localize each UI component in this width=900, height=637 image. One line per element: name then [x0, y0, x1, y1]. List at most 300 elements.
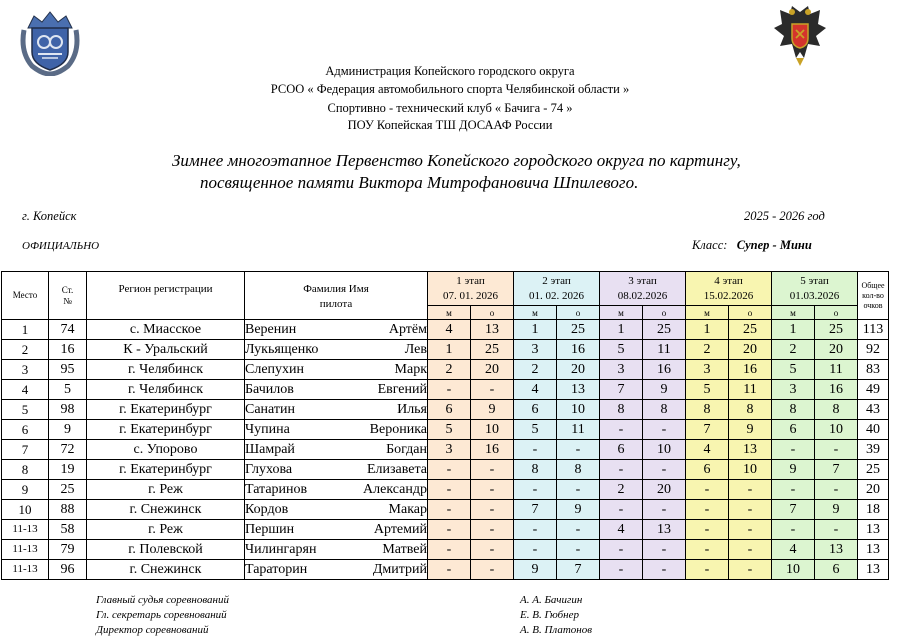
- pilot-name: [245, 480, 427, 499]
- stage-5-points-cell: 8: [815, 400, 858, 420]
- stage-4-place-cell: -: [686, 520, 729, 540]
- stage-1-place-cell: 5: [428, 420, 471, 440]
- pilot-first-name: Макар: [388, 502, 427, 517]
- stage-4-points-cell: 20: [729, 340, 772, 360]
- header-stage-1: [428, 272, 514, 306]
- number-cell: 72: [49, 440, 87, 460]
- stage-3-points-cell: 13: [643, 520, 686, 540]
- pilot-cell: [245, 400, 428, 420]
- stage-3-place-cell: 1: [600, 320, 643, 340]
- place-cell: 1: [2, 320, 49, 340]
- pilot-name: [245, 460, 427, 479]
- stage-2-points-cell: -: [557, 540, 600, 560]
- stage-4-place-cell: -: [686, 480, 729, 500]
- table-row: [2, 400, 889, 420]
- header-total-line2: кол-во: [862, 290, 884, 300]
- class-label: Класс:: [692, 238, 728, 252]
- place-cell: 10: [2, 500, 49, 520]
- stage-5-date: 01.03.2026: [789, 289, 840, 302]
- stage-2-place-cell: 3: [514, 340, 557, 360]
- pilot-name: [245, 560, 427, 579]
- sub-m: м: [514, 306, 557, 320]
- total-points-cell: 43: [858, 400, 889, 420]
- pilot-name: [245, 340, 427, 359]
- pilot-first-name: Богдан: [386, 442, 427, 457]
- stage-4-place-cell: -: [686, 500, 729, 520]
- stage-1-place-cell: -: [428, 460, 471, 480]
- stage-3-place-cell: -: [600, 500, 643, 520]
- city-label: г. Копейск: [22, 209, 77, 223]
- total-points-cell: 92: [858, 340, 889, 360]
- stage-1-place-cell: -: [428, 520, 471, 540]
- region-cell: г. Снежинск: [87, 560, 245, 580]
- total-points-cell: 25: [858, 460, 889, 480]
- stage-3-points-cell: 10: [643, 440, 686, 460]
- stage-1-place-cell: 1: [428, 340, 471, 360]
- pilot-cell: [245, 320, 428, 340]
- table-row: [2, 520, 889, 540]
- pilot-surname: Кордов: [245, 502, 289, 517]
- stage-5-place-cell: 7: [772, 500, 815, 520]
- number-cell: 19: [49, 460, 87, 480]
- stage-3-place-cell: 7: [600, 380, 643, 400]
- table-row: [2, 500, 889, 520]
- number-cell: 25: [49, 480, 87, 500]
- stage-2-points-cell: -: [557, 440, 600, 460]
- pilot-first-name: Вероника: [369, 422, 427, 437]
- total-points-cell: 13: [858, 560, 889, 580]
- place-cell: 5: [2, 400, 49, 420]
- pilot-cell: [245, 460, 428, 480]
- pilot-name: [245, 400, 427, 419]
- stage-3-points-cell: -: [643, 560, 686, 580]
- stage-5-points-cell: 25: [815, 320, 858, 340]
- stage-5-points-cell: -: [815, 520, 858, 540]
- pilot-surname: Першин: [245, 522, 295, 537]
- pilot-name: [245, 520, 427, 539]
- stage-3-name: 3 этап: [628, 274, 657, 287]
- header-total: [858, 272, 889, 320]
- pilot-name: [245, 500, 427, 519]
- total-points-cell: 49: [858, 380, 889, 400]
- number-cell: 74: [49, 320, 87, 340]
- stage-1-points-cell: 10: [471, 420, 514, 440]
- stage-1-place-cell: 4: [428, 320, 471, 340]
- stage-4-points-cell: 25: [729, 320, 772, 340]
- pilot-first-name: Дмитрий: [372, 562, 427, 577]
- pilot-name: [245, 420, 427, 439]
- stage-4-points-cell: 13: [729, 440, 772, 460]
- place-cell: 9: [2, 480, 49, 500]
- pilot-cell: [245, 420, 428, 440]
- place-cell: 6: [2, 420, 49, 440]
- number-cell: 79: [49, 540, 87, 560]
- region-cell: г. Екатеринбург: [87, 460, 245, 480]
- stage-4-points-cell: 10: [729, 460, 772, 480]
- stage-5-place-cell: 10: [772, 560, 815, 580]
- pilot-cell: [245, 520, 428, 540]
- pilot-surname: Глухова: [245, 462, 293, 477]
- header-total-line3: очков: [863, 300, 883, 310]
- place-cell: 7: [2, 440, 49, 460]
- table-row: [2, 540, 889, 560]
- stage-2-points-cell: 16: [557, 340, 600, 360]
- header-pilot-line1: Фамилия Имя: [303, 283, 369, 295]
- header-number-line2: №: [63, 295, 72, 306]
- stage-4-points-cell: -: [729, 500, 772, 520]
- pilot-surname: Татаринов: [245, 482, 308, 497]
- stage-5-place-cell: -: [772, 480, 815, 500]
- stage-4-points-cell: 9: [729, 420, 772, 440]
- season-label: 2025 - 2026 год: [744, 209, 825, 223]
- stage-2-place-cell: -: [514, 540, 557, 560]
- pilot-cell: [245, 540, 428, 560]
- header-stage-3: [600, 272, 686, 306]
- stage-2-points-cell: 10: [557, 400, 600, 420]
- stage-3-place-cell: -: [600, 560, 643, 580]
- stage-4-place-cell: 1: [686, 320, 729, 340]
- stage-5-name: 5 этап: [800, 274, 829, 287]
- stage-3-place-cell: 8: [600, 400, 643, 420]
- place-cell: 11-13: [2, 520, 49, 540]
- stage-1-place-cell: -: [428, 540, 471, 560]
- stage-4-place-cell: 6: [686, 460, 729, 480]
- stage-1-points-cell: -: [471, 480, 514, 500]
- stage-5-points-cell: 20: [815, 340, 858, 360]
- stage-5-points-cell: -: [815, 480, 858, 500]
- stage-1-points-cell: 25: [471, 340, 514, 360]
- stage-2-name: 2 этап: [542, 274, 571, 287]
- number-cell: 96: [49, 560, 87, 580]
- number-cell: 16: [49, 340, 87, 360]
- stage-2-points-cell: 8: [557, 460, 600, 480]
- stage-1-points-cell: 13: [471, 320, 514, 340]
- number-cell: 5: [49, 380, 87, 400]
- region-cell: г. Полевской: [87, 540, 245, 560]
- table-row: [2, 380, 889, 400]
- region-cell: с. Упорово: [87, 440, 245, 460]
- stage-5-points-cell: 7: [815, 460, 858, 480]
- sub-m: м: [772, 306, 815, 320]
- pilot-first-name: Марк: [394, 362, 427, 377]
- stage-4-points-cell: 16: [729, 360, 772, 380]
- stage-3-date: 08.02.2026: [617, 289, 668, 302]
- pilot-name: [245, 540, 427, 559]
- stage-5-points-cell: 16: [815, 380, 858, 400]
- stage-1-points-cell: 20: [471, 360, 514, 380]
- pilot-first-name: Илья: [397, 402, 427, 417]
- sub-o: о: [471, 306, 514, 320]
- stage-1-place-cell: -: [428, 480, 471, 500]
- stage-2-place-cell: 8: [514, 460, 557, 480]
- stage-1-place-cell: -: [428, 560, 471, 580]
- stage-2-place-cell: 6: [514, 400, 557, 420]
- stage-5-place-cell: 1: [772, 320, 815, 340]
- pilot-cell: [245, 380, 428, 400]
- pilot-first-name: Матвей: [382, 542, 427, 557]
- stage-4-place-cell: -: [686, 560, 729, 580]
- stage-1-points-cell: -: [471, 540, 514, 560]
- stage-3-points-cell: 11: [643, 340, 686, 360]
- pilot-surname: Чупина: [245, 422, 290, 437]
- stage-3-points-cell: -: [643, 500, 686, 520]
- stage-2-points-cell: 11: [557, 420, 600, 440]
- stage-1-place-cell: -: [428, 380, 471, 400]
- stage-4-points-cell: 8: [729, 400, 772, 420]
- stage-2-place-cell: -: [514, 480, 557, 500]
- stage-3-place-cell: 2: [600, 480, 643, 500]
- stage-2-place-cell: 9: [514, 560, 557, 580]
- stage-1-points-cell: -: [471, 560, 514, 580]
- stage-2-points-cell: 20: [557, 360, 600, 380]
- stage-3-place-cell: 3: [600, 360, 643, 380]
- stage-4-place-cell: 2: [686, 340, 729, 360]
- stage-3-points-cell: 16: [643, 360, 686, 380]
- stage-5-place-cell: 3: [772, 380, 815, 400]
- header-stage-5: [772, 272, 858, 306]
- stage-2-place-cell: 4: [514, 380, 557, 400]
- table-row: [2, 420, 889, 440]
- org-line-4: ПОУ Копейская ТШ ДОСААФ России: [347, 118, 553, 132]
- header-pilot-line2: пилота: [319, 298, 353, 310]
- stage-1-points-cell: -: [471, 500, 514, 520]
- stage-3-points-cell: -: [643, 420, 686, 440]
- pilot-cell: [245, 440, 428, 460]
- stage-2-points-cell: 13: [557, 380, 600, 400]
- stage-4-place-cell: 3: [686, 360, 729, 380]
- total-points-cell: 20: [858, 480, 889, 500]
- stage-2-place-cell: -: [514, 520, 557, 540]
- stage-5-place-cell: -: [772, 440, 815, 460]
- table-row: [2, 320, 889, 340]
- region-cell: г. Екатеринбург: [87, 420, 245, 440]
- region-cell: г. Реж: [87, 480, 245, 500]
- stage-5-place-cell: 9: [772, 460, 815, 480]
- header-stage-2: [514, 272, 600, 306]
- region-cell: г. Челябинск: [87, 380, 245, 400]
- signature-role-2: Гл. секретарь соревнований: [96, 609, 227, 621]
- header-stage-4: [686, 272, 772, 306]
- stage-4-points-cell: 11: [729, 380, 772, 400]
- region-cell: г. Снежинск: [87, 500, 245, 520]
- page-title-line-1: Зимнее многоэтапное Первенство Копейского городского округа по картингу,: [172, 151, 741, 170]
- stage-2-date: 01. 02. 2026: [529, 289, 584, 302]
- stage-5-place-cell: 8: [772, 400, 815, 420]
- stage-5-points-cell: 6: [815, 560, 858, 580]
- page-title-line-2: посвященное памяти Виктора Митрофановича Шпилевого.: [200, 173, 639, 192]
- pilot-name: [245, 440, 427, 459]
- sub-m: м: [428, 306, 471, 320]
- stage-1-points-cell: -: [471, 520, 514, 540]
- header-region: Регион регистрации: [87, 272, 245, 320]
- stage-4-points-cell: -: [729, 520, 772, 540]
- table-row: [2, 560, 889, 580]
- results-table: [1, 271, 889, 580]
- number-cell: 98: [49, 400, 87, 420]
- pilot-cell: [245, 500, 428, 520]
- place-cell: 4: [2, 380, 49, 400]
- pilot-surname: Чилингарян: [245, 542, 317, 557]
- stage-4-date: 15.02.2026: [703, 289, 754, 302]
- header-total-line1: Общее: [861, 280, 885, 290]
- stage-2-place-cell: -: [514, 440, 557, 460]
- stage-1-place-cell: -: [428, 500, 471, 520]
- number-cell: 9: [49, 420, 87, 440]
- total-points-cell: 18: [858, 500, 889, 520]
- stage-1-points-cell: -: [471, 460, 514, 480]
- table-row: [2, 480, 889, 500]
- table-row: [2, 340, 889, 360]
- place-cell: 8: [2, 460, 49, 480]
- stage-2-place-cell: 5: [514, 420, 557, 440]
- dosaaf-eagle-emblem-icon: [770, 2, 830, 68]
- stage-2-points-cell: -: [557, 520, 600, 540]
- stage-5-place-cell: 6: [772, 420, 815, 440]
- stage-5-place-cell: 5: [772, 360, 815, 380]
- region-cell: г. Челябинск: [87, 360, 245, 380]
- stage-2-points-cell: 25: [557, 320, 600, 340]
- stage-5-points-cell: 11: [815, 360, 858, 380]
- pilot-cell: [245, 560, 428, 580]
- stage-4-place-cell: 5: [686, 380, 729, 400]
- pilot-name: [245, 320, 427, 339]
- stage-4-place-cell: -: [686, 540, 729, 560]
- stage-4-points-cell: -: [729, 560, 772, 580]
- total-points-cell: 13: [858, 540, 889, 560]
- pilot-first-name: Александр: [363, 482, 427, 497]
- sub-o: о: [815, 306, 858, 320]
- stage-4-place-cell: 8: [686, 400, 729, 420]
- sub-o: о: [729, 306, 772, 320]
- stage-4-points-cell: -: [729, 480, 772, 500]
- stage-5-points-cell: 9: [815, 500, 858, 520]
- header-pilot: [245, 272, 428, 320]
- signature-role-1: Главный судья соревнований: [96, 594, 230, 606]
- place-cell: 2: [2, 340, 49, 360]
- stage-2-place-cell: 7: [514, 500, 557, 520]
- total-points-cell: 13: [858, 520, 889, 540]
- org-line-1: Администрация Копейского городского округа: [325, 64, 575, 78]
- stage-3-points-cell: 20: [643, 480, 686, 500]
- org-line-3: Спортивно - технический клуб « Бачига - 74 »: [327, 101, 573, 115]
- stage-1-name: 1 этап: [456, 274, 485, 287]
- stage-5-points-cell: 10: [815, 420, 858, 440]
- stage-3-place-cell: -: [600, 420, 643, 440]
- pilot-name: [245, 380, 427, 399]
- table-row: [2, 440, 889, 460]
- stage-5-points-cell: 13: [815, 540, 858, 560]
- stage-3-points-cell: 8: [643, 400, 686, 420]
- signature-role-3: Директор соревнований: [96, 624, 209, 636]
- pilot-first-name: Елизавета: [366, 462, 427, 477]
- pilot-surname: Слепухин: [245, 362, 305, 377]
- stage-1-place-cell: 3: [428, 440, 471, 460]
- org-line-2: РСОО « Федерация автомобильного спорта Челябинской области »: [270, 82, 630, 96]
- stage-5-place-cell: 4: [772, 540, 815, 560]
- pilot-surname: Бачилов: [245, 382, 294, 397]
- class-value: Супер - Мини: [736, 238, 812, 252]
- pilot-surname: Веренин: [245, 322, 297, 337]
- number-cell: 58: [49, 520, 87, 540]
- number-cell: 95: [49, 360, 87, 380]
- total-points-cell: 39: [858, 440, 889, 460]
- sub-o: о: [557, 306, 600, 320]
- pilot-cell: [245, 480, 428, 500]
- pilot-first-name: Лев: [404, 342, 427, 357]
- table-row: [2, 360, 889, 380]
- pilot-surname: Санатин: [245, 402, 295, 417]
- table-row: [2, 460, 889, 480]
- stage-1-place-cell: 6: [428, 400, 471, 420]
- stage-3-place-cell: 4: [600, 520, 643, 540]
- region-cell: К - Уральский: [87, 340, 245, 360]
- place-cell: 11-13: [2, 540, 49, 560]
- stage-1-place-cell: 2: [428, 360, 471, 380]
- stage-4-name: 4 этап: [714, 274, 743, 287]
- signature-person-2: Е. В. Гюбнер: [520, 609, 579, 621]
- pilot-first-name: Артемий: [373, 522, 427, 537]
- place-cell: 11-13: [2, 560, 49, 580]
- stage-2-points-cell: 7: [557, 560, 600, 580]
- total-points-cell: 113: [858, 320, 889, 340]
- stage-3-place-cell: 5: [600, 340, 643, 360]
- stage-3-points-cell: -: [643, 540, 686, 560]
- stage-1-points-cell: 16: [471, 440, 514, 460]
- number-cell: 88: [49, 500, 87, 520]
- stage-3-place-cell: 6: [600, 440, 643, 460]
- pilot-surname: Лукьященко: [245, 342, 319, 357]
- pilot-cell: [245, 360, 428, 380]
- signature-person-1: А. А. Бачигин: [520, 594, 583, 606]
- sub-o: о: [643, 306, 686, 320]
- stage-4-points-cell: -: [729, 540, 772, 560]
- class-info: [692, 238, 812, 253]
- pilot-first-name: Артём: [388, 322, 427, 337]
- pilot-surname: Тараторин: [245, 562, 308, 577]
- pilot-surname: Шамрай: [245, 442, 295, 457]
- pilot-first-name: Евгений: [377, 382, 427, 397]
- pilot-cell: [245, 340, 428, 360]
- stage-2-points-cell: 9: [557, 500, 600, 520]
- sub-m: м: [686, 306, 729, 320]
- stage-2-points-cell: -: [557, 480, 600, 500]
- stage-1-points-cell: 9: [471, 400, 514, 420]
- region-cell: г. Реж: [87, 520, 245, 540]
- total-points-cell: 40: [858, 420, 889, 440]
- pilot-name: [245, 360, 427, 379]
- stage-5-place-cell: -: [772, 520, 815, 540]
- region-cell: с. Миасское: [87, 320, 245, 340]
- results-body: [2, 320, 889, 580]
- region-cell: г. Екатеринбург: [87, 400, 245, 420]
- total-points-cell: 83: [858, 360, 889, 380]
- header-number-line1: Ст.: [61, 284, 74, 295]
- stage-2-place-cell: 1: [514, 320, 557, 340]
- signature-person-3: А. В. Платонов: [520, 624, 592, 636]
- status-label: ОФИЦИАЛЬНО: [22, 240, 100, 252]
- stage-3-points-cell: 25: [643, 320, 686, 340]
- place-cell: 3: [2, 360, 49, 380]
- stage-3-points-cell: 9: [643, 380, 686, 400]
- header-number: [49, 272, 87, 320]
- stage-3-place-cell: -: [600, 460, 643, 480]
- stage-2-place-cell: 2: [514, 360, 557, 380]
- stage-1-date: 07. 01. 2026: [443, 289, 498, 302]
- stage-5-points-cell: -: [815, 440, 858, 460]
- header-place: Место: [2, 272, 49, 320]
- stage-5-place-cell: 2: [772, 340, 815, 360]
- stage-3-points-cell: -: [643, 460, 686, 480]
